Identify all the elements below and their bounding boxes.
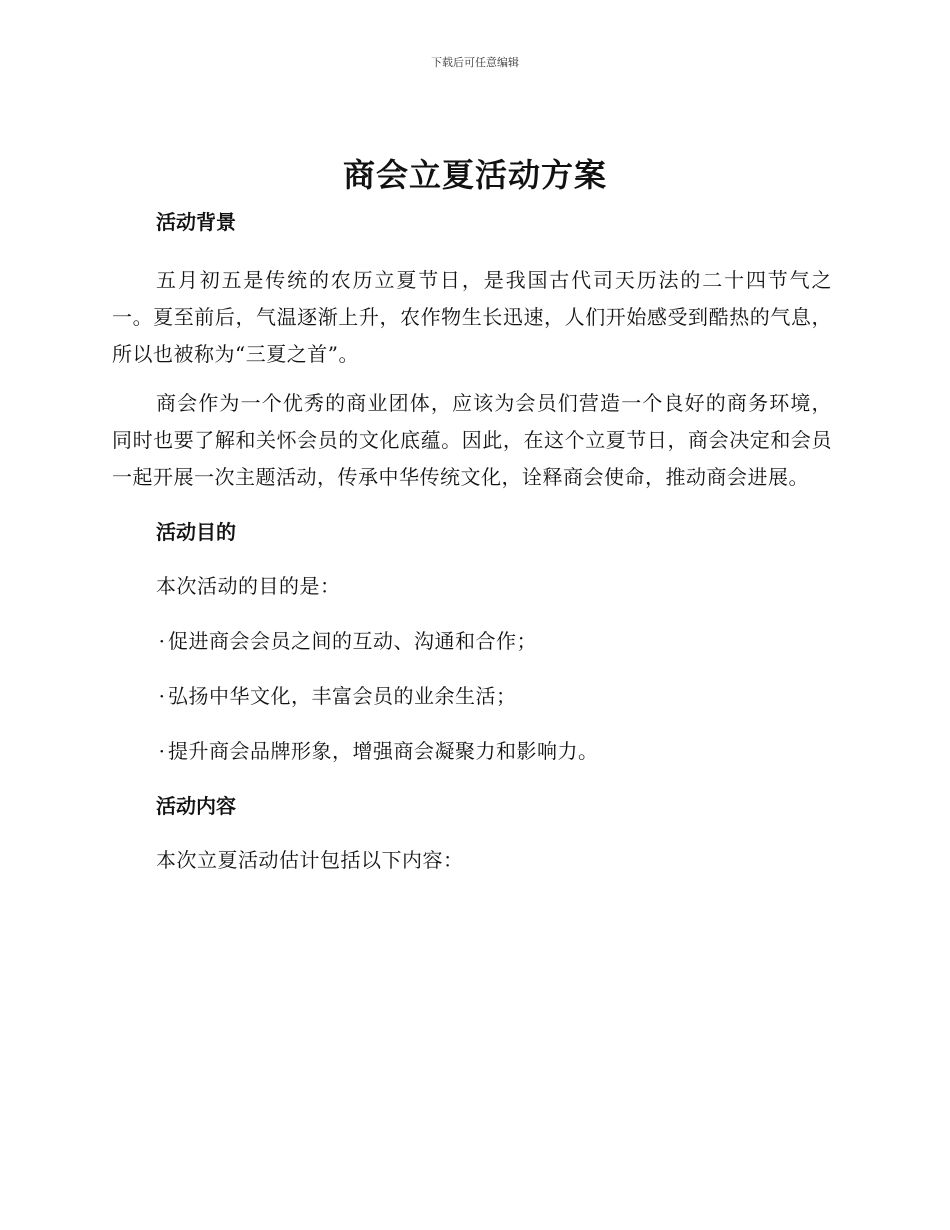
purpose-bullet-3: 提升商会品牌形象，增强商会凝聚力和影响力。 (168, 739, 599, 763)
header-note: 下载后可任意编辑 (431, 56, 519, 69)
bullet-icon: · (158, 684, 166, 708)
list-item (112, 678, 832, 715)
purpose-intro: 本次活动的目的是： (156, 574, 341, 598)
bullet-icon: · (158, 629, 166, 653)
purpose-bullet-1: 促进商会会员之间的互动、沟通和合作； (168, 629, 537, 653)
background-paragraph-1: 五月初五是传统的农历立夏节日，是我国古代司天历法的二十四节气之一。夏至前后，气温逐渐上升，农作物生长迅速，人们开始感受到酷热的气息，所以也被称为“三夏之首”。 (112, 268, 832, 366)
section-heading-content: 活动内容 (156, 794, 236, 818)
purpose-bullet-2: 弘扬中华文化，丰富会员的业余生活； (168, 684, 517, 708)
list-item (112, 733, 832, 770)
document-title: 商会立夏活动方案 (342, 156, 607, 194)
bullet-icon: · (158, 739, 166, 763)
document-body (112, 200, 832, 879)
content-intro: 本次立夏活动估计包括以下内容： (156, 848, 464, 872)
background-paragraph-2: 商会作为一个优秀的商业团体，应该为会员们营造一个良好的商务环境，同时也要了解和关怀会员的文化底蕴。因此，在这个立夏节日，商会决定和会员一起开展一次主题活动，传承中华传统文化，诠释商会使命，推动商会进展。 (112, 391, 832, 489)
list-item (112, 623, 832, 660)
section-heading-purpose: 活动目的 (156, 520, 236, 544)
section-heading-background: 活动背景 (156, 210, 236, 234)
